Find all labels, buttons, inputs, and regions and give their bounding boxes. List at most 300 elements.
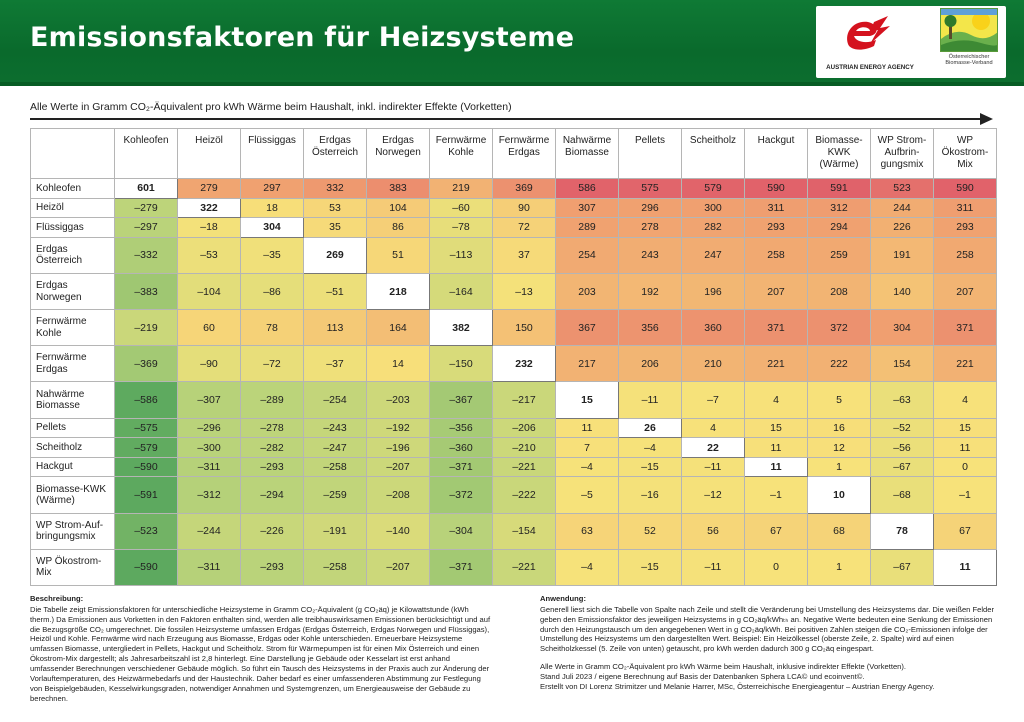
delta-cell: –307 (178, 382, 241, 418)
column-header-line: WP (956, 135, 974, 146)
row-header-line: WP Strom-Auf- (36, 519, 104, 531)
banner-stripe (0, 82, 1024, 86)
delta-cell: –294 (241, 477, 304, 513)
delta-cell: –243 (304, 418, 367, 438)
delta-cell: 590 (934, 179, 997, 199)
delta-cell: 18 (241, 198, 304, 218)
matrix-row (31, 179, 997, 199)
column-header-2 (178, 129, 241, 179)
delta-cell: 579 (682, 179, 745, 199)
row-header-line: Biomasse (36, 400, 80, 412)
column-header-12 (808, 129, 871, 179)
delta-cell: 221 (934, 346, 997, 382)
biomasse-verband-logo (936, 8, 1002, 76)
delta-cell: –56 (871, 438, 934, 458)
column-header-line: Scheitholz (689, 135, 737, 146)
page-title: Emissionsfaktoren für Heizsysteme (30, 22, 575, 53)
delta-cell: –219 (115, 310, 178, 346)
column-header-4 (304, 129, 367, 179)
delta-cell: 11 (934, 438, 997, 458)
column-header-line: Aufbrin- (884, 147, 920, 158)
delta-cell: –300 (178, 438, 241, 458)
emission-factor-cell: 218 (367, 273, 430, 309)
column-header-line: Biomasse (565, 147, 609, 158)
delta-cell: –104 (178, 273, 241, 309)
delta-cell: –311 (178, 457, 241, 477)
delta-cell: 35 (304, 218, 367, 238)
row-header-line: Erdgas (36, 243, 68, 255)
delta-cell: 371 (934, 310, 997, 346)
delta-cell: –196 (367, 438, 430, 458)
delta-cell: 78 (241, 310, 304, 346)
column-header-line: KWK (827, 147, 851, 158)
delta-cell: 217 (556, 346, 619, 382)
row-header (31, 457, 115, 477)
delta-cell: –356 (430, 418, 493, 438)
delta-cell: 207 (934, 273, 997, 309)
delta-cell: 243 (619, 237, 682, 273)
column-header-line: Biomasse- (815, 135, 863, 146)
delta-cell: –278 (241, 418, 304, 438)
matrix-row (31, 310, 997, 346)
delta-cell: –35 (241, 237, 304, 273)
delta-cell: 523 (871, 179, 934, 199)
emission-factor-cell: 10 (808, 477, 871, 513)
delta-cell: 51 (367, 237, 430, 273)
row-header-line: Österreich (36, 255, 83, 267)
row-header-line: Fernwärme (36, 316, 87, 328)
column-header-line: Erdgas (382, 135, 414, 146)
delta-cell: 221 (745, 346, 808, 382)
delta-cell: –67 (871, 457, 934, 477)
delta-cell: 575 (619, 179, 682, 199)
delta-cell: 14 (367, 346, 430, 382)
delta-cell: 300 (682, 198, 745, 218)
delta-cell: –37 (304, 346, 367, 382)
delta-cell: 0 (745, 549, 808, 585)
delta-cell: 191 (871, 237, 934, 273)
delta-cell: –221 (493, 549, 556, 585)
delta-cell: –383 (115, 273, 178, 309)
delta-cell: 289 (556, 218, 619, 238)
delta-cell: 258 (745, 237, 808, 273)
delta-cell: –590 (115, 457, 178, 477)
delta-cell: 4 (745, 382, 808, 418)
delta-cell: –369 (115, 346, 178, 382)
row-header (31, 549, 115, 585)
delta-cell: –12 (682, 477, 745, 513)
description-heading: Beschreibung: (30, 594, 84, 603)
matrix-row (31, 438, 997, 458)
delta-cell: –67 (871, 549, 934, 585)
delta-cell: –68 (871, 477, 934, 513)
column-header-line: Fernwärme (435, 135, 487, 146)
delta-cell: 150 (493, 310, 556, 346)
delta-cell: –304 (430, 513, 493, 549)
delta-cell: 67 (745, 513, 808, 549)
matrix-row (31, 218, 997, 238)
emission-factor-cell: 26 (619, 418, 682, 438)
row-header (31, 273, 115, 309)
delta-cell: –258 (304, 549, 367, 585)
delta-cell: –13 (493, 273, 556, 309)
delta-cell: –247 (304, 438, 367, 458)
matrix-row (31, 457, 997, 477)
delta-cell: 293 (745, 218, 808, 238)
aea-logo-text: AUSTRIAN ENERGY AGENCY (826, 64, 914, 71)
delta-cell: 53 (304, 198, 367, 218)
arrow-right-icon (980, 113, 993, 125)
delta-cell: –140 (367, 513, 430, 549)
delta-cell: 259 (808, 237, 871, 273)
row-header-line: Biomasse-KWK (36, 483, 107, 495)
row-header-line: Heizöl (36, 202, 64, 214)
column-header-13 (871, 129, 934, 179)
delta-cell: –164 (430, 273, 493, 309)
delta-cell: 90 (493, 198, 556, 218)
row-header-line: Fernwärme (36, 352, 87, 364)
column-header-3 (241, 129, 304, 179)
delta-cell: –259 (304, 477, 367, 513)
row-header-line: Mix (36, 567, 52, 579)
row-header-line: Erdgas (36, 280, 68, 292)
column-header-line: Kohle (448, 147, 474, 158)
matrix-header-row (31, 129, 997, 179)
column-header-line: Heizöl (195, 135, 223, 146)
delta-cell: 244 (871, 198, 934, 218)
column-header-14 (934, 129, 997, 179)
column-header-line: Erdgas (508, 147, 540, 158)
obv-logo-line1: Österreichischer (948, 54, 990, 60)
column-header-7 (493, 129, 556, 179)
delta-cell: –203 (367, 382, 430, 418)
matrix-row (31, 273, 997, 309)
usage-heading: Anwendung: (540, 594, 586, 603)
delta-cell: –15 (619, 549, 682, 585)
delta-cell: –217 (493, 382, 556, 418)
row-header (31, 382, 115, 418)
delta-cell: –590 (115, 549, 178, 585)
column-header-line: Pellets (634, 135, 665, 146)
delta-cell: 11 (745, 438, 808, 458)
delta-cell: 72 (493, 218, 556, 238)
delta-cell: 278 (619, 218, 682, 238)
delta-cell: –371 (430, 457, 493, 477)
matrix-body (31, 179, 997, 586)
column-header-8 (556, 129, 619, 179)
usage-note-source: Stand Juli 2023 / eigene Berechnung auf Basis der Datenbanken Sphera LCA© und ecoinvent©. (540, 672, 865, 682)
delta-cell: 371 (745, 310, 808, 346)
row-header-line: Nahwärme (36, 388, 85, 400)
delta-cell: –78 (430, 218, 493, 238)
aea-e-mark-icon (840, 14, 892, 54)
delta-cell: –258 (304, 457, 367, 477)
delta-cell: 15 (745, 418, 808, 438)
delta-cell: 356 (619, 310, 682, 346)
delta-cell: 60 (178, 310, 241, 346)
row-header (31, 310, 115, 346)
column-header-line: WP Strom- (877, 135, 927, 146)
matrix-row (31, 198, 997, 218)
delta-cell: 208 (808, 273, 871, 309)
column-header-line: Nahwärme (562, 135, 612, 146)
delta-cell: –332 (115, 237, 178, 273)
delta-cell: 4 (934, 382, 997, 418)
delta-cell: 369 (493, 179, 556, 199)
delta-cell: 247 (682, 237, 745, 273)
delta-cell: –5 (556, 477, 619, 513)
delta-cell: –221 (493, 457, 556, 477)
delta-cell: 254 (556, 237, 619, 273)
delta-cell: 258 (934, 237, 997, 273)
delta-cell: –4 (619, 438, 682, 458)
matrix-row (31, 549, 997, 585)
column-header-line: Erdgas (319, 135, 351, 146)
row-header (31, 218, 115, 238)
row-header-line: bringungsmix (36, 531, 96, 543)
emission-factor-cell: 304 (241, 218, 304, 238)
usage-note-authors: Erstellt von DI Lorenz Strimitzer und Melanie Harrer, MSc, Österreichische Energieagentur – Austrian Energy Agency. (540, 681, 935, 691)
column-header-line: Hackgut (757, 135, 795, 146)
delta-cell: –191 (304, 513, 367, 549)
delta-cell: –296 (178, 418, 241, 438)
delta-cell: –4 (556, 457, 619, 477)
delta-cell: 210 (682, 346, 745, 382)
row-header-line: Kohle (36, 327, 62, 339)
delta-cell: –63 (871, 382, 934, 418)
delta-cell: 279 (178, 179, 241, 199)
header-banner (0, 0, 1024, 86)
delta-cell: 372 (808, 310, 871, 346)
delta-cell: 586 (556, 179, 619, 199)
delta-cell: 304 (871, 310, 934, 346)
delta-cell: 192 (619, 273, 682, 309)
column-header-1 (115, 129, 178, 179)
row-header-line: Scheitholz (36, 441, 83, 453)
delta-cell: –371 (430, 549, 493, 585)
delta-cell: –15 (619, 457, 682, 477)
row-header (31, 513, 115, 549)
delta-cell: –60 (430, 198, 493, 218)
delta-cell: –207 (367, 457, 430, 477)
delta-cell: –11 (619, 382, 682, 418)
delta-cell: 367 (556, 310, 619, 346)
delta-cell: –254 (304, 382, 367, 418)
delta-cell: 12 (808, 438, 871, 458)
emission-factor-cell: 11 (934, 549, 997, 585)
emission-factor-cell: 382 (430, 310, 493, 346)
delta-cell: –150 (430, 346, 493, 382)
delta-cell: –293 (241, 549, 304, 585)
delta-cell: 16 (808, 418, 871, 438)
delta-cell: –222 (493, 477, 556, 513)
delta-cell: –4 (556, 549, 619, 585)
delta-cell: –206 (493, 418, 556, 438)
delta-cell: –282 (241, 438, 304, 458)
delta-cell: 140 (871, 273, 934, 309)
row-header (31, 477, 115, 513)
delta-cell: 360 (682, 310, 745, 346)
delta-cell: –154 (493, 513, 556, 549)
description-text: Die Tabelle zeigt Emissionsfaktoren für unterschiedliche Heizsysteme in Gramm CO₂-Äquivalent (g CO₂äq) je Kilowattstunde (kWh therm.) Da Emissionen aus Vorketten in den Faktoren enthalten sind, werden alle treibhauswirksamen Emissionen berücksichtigt und auf die Bezugsgröße CO₂ umgerechnet. Die fossilen Heizsysteme umfassen Erdgas (Erdgas Österreich, Erdgas Norwegen und Flüssiggas), Heizöl und Kohle. Fernwärme wird nach Erzeugung aus Biomasse, Erdgas oder Kohle unterschieden. Erneuerbare Heizsysteme umfassen Biomasse, untergliedert in Pellets, Hackgut und Scheitholz. Strom für Wärmepumpen ist für einen Mix Österreich und einen Ökostrom-Mix dargestellt; als Jahresarbeitszahl ist 2,8 hinterlegt. Eine Darstellung je Gebäude oder Kesselart ist erst anhand umfassender Berechnungen verschiedener Gebäude möglich. So führt ein Tausch des Heizsystems in der Praxis auch zur Änderung der Vorlauftemperaturen, des Heizwärmebedarfs und der Haustechnik. Daher bedarf es einer umfassenderen Abstimmung zur Festlegung von Beispielgebäuden, Kesselwirkungsgraden, notwendiger Annahmen und Systemgrenzen, um Energieausweise der Gebäude zu berechnen. (30, 604, 491, 703)
delta-cell: 154 (871, 346, 934, 382)
emission-factor-cell: 11 (745, 457, 808, 477)
delta-cell: 207 (745, 273, 808, 309)
delta-cell: –367 (430, 382, 493, 418)
delta-cell: 56 (682, 513, 745, 549)
row-header-line: Kohleofen (36, 182, 82, 194)
biomasse-verband-landscape-icon (940, 8, 998, 52)
column-header-line: gungsmix (880, 159, 924, 170)
delta-cell: –244 (178, 513, 241, 549)
emission-factor-cell: 601 (115, 179, 178, 199)
delta-cell: –311 (178, 549, 241, 585)
row-header (31, 346, 115, 382)
row-header-line: Pellets (36, 422, 67, 434)
delta-cell: 52 (619, 513, 682, 549)
delta-cell: –52 (871, 418, 934, 438)
delta-cell: –11 (682, 457, 745, 477)
matrix-row (31, 382, 997, 418)
row-header-line: (Wärme) (36, 495, 75, 506)
matrix-row (31, 513, 997, 549)
delta-cell: –279 (115, 198, 178, 218)
emission-factor-cell: 22 (682, 438, 745, 458)
delta-cell: 297 (241, 179, 304, 199)
matrix-corner-cell (31, 129, 115, 179)
delta-cell: –16 (619, 477, 682, 513)
matrix-row (31, 237, 997, 273)
matrix-row (31, 346, 997, 382)
delta-cell: 11 (556, 418, 619, 438)
delta-cell: 591 (808, 179, 871, 199)
emission-factor-cell: 322 (178, 198, 241, 218)
row-header (31, 237, 115, 273)
delta-cell: –208 (367, 477, 430, 513)
delta-cell: 37 (493, 237, 556, 273)
column-header-line: Flüssiggas (248, 135, 296, 146)
usage-text: Generell liest sich die Tabelle von Spalte nach Zeile und stellt die Veränderung bei Umstellung des Heizsystems dar. Die weißen Felder geben den Emissionsfaktor des jeweiligen Heizsystems in g CO₂äq/kWhₜₕ an. Negative Werte bedeuten eine Senkung der Emissionen durch den Heizungstausch um den angegebenen Wert in g CO₂äq/kWh. Bei positiven Zahlen steigen die CO₂-Emissionen infolge der Umstellung des Heizsystems um den dargestellten Wert. Beispiel: Ein Heizölkessel (oberste Zeile, 2. Spalte) wird auf einen Scheitholzkessel (5. Zeile von unten) getauscht, pro kWh werden dadurch 300 g CO₂äq eingespart. (540, 604, 995, 654)
column-header-6 (430, 129, 493, 179)
matrix-row (31, 477, 997, 513)
column-header-9 (619, 129, 682, 179)
logo-area (816, 6, 1006, 78)
emission-factor-cell: 15 (556, 382, 619, 418)
delta-cell: –226 (241, 513, 304, 549)
row-header-line: Erdgas (36, 363, 68, 375)
delta-cell: –360 (430, 438, 493, 458)
row-header-line: Norwegen (36, 291, 82, 303)
emission-factor-cell: 78 (871, 513, 934, 549)
delta-cell: 68 (808, 513, 871, 549)
delta-cell: –18 (178, 218, 241, 238)
delta-cell: –1 (745, 477, 808, 513)
delta-cell: –210 (493, 438, 556, 458)
delta-cell: 7 (556, 438, 619, 458)
delta-cell: 206 (619, 346, 682, 382)
delta-cell: –591 (115, 477, 178, 513)
delta-cell: –579 (115, 438, 178, 458)
delta-cell: 203 (556, 273, 619, 309)
usage-section (540, 594, 995, 692)
delta-cell: 219 (430, 179, 493, 199)
delta-cell: –1 (934, 477, 997, 513)
delta-cell: 311 (745, 198, 808, 218)
delta-cell: 67 (934, 513, 997, 549)
row-header (31, 198, 115, 218)
delta-cell: –7 (682, 382, 745, 418)
delta-cell: 196 (682, 273, 745, 309)
column-header-line: Fernwärme (498, 135, 550, 146)
delta-cell: –297 (115, 218, 178, 238)
column-header-line: Kohleofen (123, 135, 169, 146)
delta-cell: 311 (934, 198, 997, 218)
delta-cell: –86 (241, 273, 304, 309)
matrix-row (31, 418, 997, 438)
row-header (31, 438, 115, 458)
delta-cell: –312 (178, 477, 241, 513)
delta-cell: –293 (241, 457, 304, 477)
delta-cell: 222 (808, 346, 871, 382)
emission-matrix (30, 128, 997, 586)
delta-cell: 293 (934, 218, 997, 238)
column-header-10 (682, 129, 745, 179)
delta-cell: –11 (682, 549, 745, 585)
delta-cell: 312 (808, 198, 871, 218)
emission-factor-cell: 232 (493, 346, 556, 382)
column-header-line: Mix (957, 159, 973, 170)
delta-cell: 1 (808, 549, 871, 585)
delta-cell: 1 (808, 457, 871, 477)
delta-cell: 164 (367, 310, 430, 346)
delta-cell: –72 (241, 346, 304, 382)
subtitle: Alle Werte in Gramm CO₂-Äquivalent pro kWh Wärme beim Haushalt, inkl. indirekter Effekte (Vorketten) (30, 101, 512, 113)
delta-cell: 86 (367, 218, 430, 238)
column-header-line: Österreich (311, 147, 359, 158)
delta-cell: 226 (871, 218, 934, 238)
column-header-11 (745, 129, 808, 179)
delta-cell: 104 (367, 198, 430, 218)
row-header (31, 418, 115, 438)
row-header-line: WP Ökostrom- (36, 555, 102, 567)
column-header-line: (Wärme) (819, 159, 859, 170)
emission-factor-cell: 269 (304, 237, 367, 273)
row-header-line: Flüssiggas (36, 221, 84, 233)
delta-cell: 0 (934, 457, 997, 477)
obv-logo-line2: Biomasse-Verband (945, 60, 993, 67)
austrian-energy-agency-logo (822, 12, 914, 76)
delta-cell: 282 (682, 218, 745, 238)
delta-cell: 590 (745, 179, 808, 199)
delta-cell: –51 (304, 273, 367, 309)
delta-cell: 332 (304, 179, 367, 199)
delta-cell: –53 (178, 237, 241, 273)
delta-cell: –372 (430, 477, 493, 513)
delta-cell: 296 (619, 198, 682, 218)
delta-cell: 294 (808, 218, 871, 238)
row-header-line: Hackgut (36, 461, 73, 473)
delta-cell: –113 (430, 237, 493, 273)
row-header (31, 179, 115, 199)
delta-cell: 383 (367, 179, 430, 199)
delta-cell: –90 (178, 346, 241, 382)
column-header-line: Norwegen (375, 147, 421, 158)
delta-cell: –586 (115, 382, 178, 418)
delta-cell: 15 (934, 418, 997, 438)
column-header-line: Ökostrom- (941, 147, 989, 158)
column-header-5 (367, 129, 430, 179)
delta-cell: 113 (304, 310, 367, 346)
